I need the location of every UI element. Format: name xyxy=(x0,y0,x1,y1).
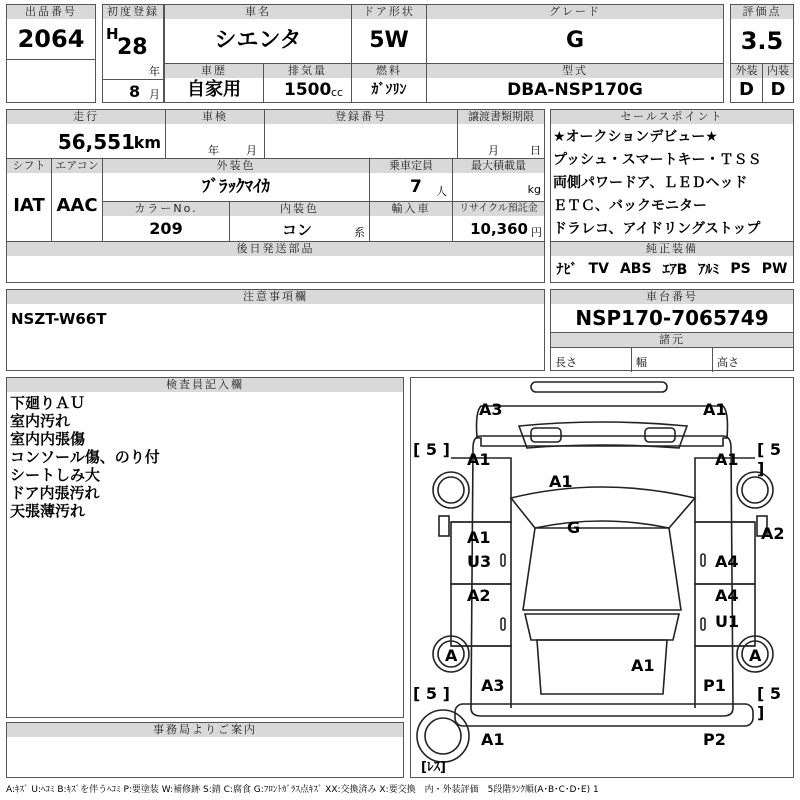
transfer-month-unit: 月 xyxy=(488,144,499,157)
sales-point-line: プッシュ・スマートキー・ＴＳＳ xyxy=(553,152,762,168)
damage-left-front-door-a: A1 xyxy=(467,528,491,547)
color-label: 外装色 xyxy=(103,159,369,173)
history: 自家用 xyxy=(187,79,241,100)
fuel: ｶﾞｿﾘﾝ xyxy=(371,82,407,98)
damage-right-rear-wheel: A xyxy=(749,646,762,665)
inspector-line: 室内汚れ xyxy=(10,412,71,430)
specs-label: 諸元 xyxy=(551,332,793,347)
mileage-label: 走行 xyxy=(7,110,165,124)
sales-point-line: ドラレコ、アイドリングストップ xyxy=(553,221,761,237)
registration-number-box xyxy=(264,109,458,159)
ac-box xyxy=(51,158,103,242)
interior-box xyxy=(762,63,794,103)
displacement-box xyxy=(263,63,352,103)
damage-right-rear-door-u: U1 xyxy=(715,612,740,631)
inspector-line: シートしみ大 xyxy=(10,466,101,484)
displacement-unit: cc xyxy=(331,86,344,99)
interior-color: コン xyxy=(282,221,313,239)
equipment-label: 純正装備 xyxy=(551,242,793,256)
grade: G xyxy=(565,28,585,53)
spec-width xyxy=(631,348,712,372)
damage-front-bumper-right: A1 xyxy=(703,400,727,419)
car-name-label: 車名 xyxy=(165,5,351,19)
spec-length xyxy=(551,348,631,372)
month-unit: 月 xyxy=(149,88,160,101)
chassis-label: 車台番号 xyxy=(551,290,793,304)
damage-rear-bumper-left: A1 xyxy=(481,730,505,749)
chassis-number: NSP170-7065749 xyxy=(575,306,769,330)
tire-front-right-depth: [ 5 ] xyxy=(757,440,782,478)
inspector-line: コンソール傷、のり付 xyxy=(10,448,160,466)
auction-number-blank xyxy=(7,59,95,101)
mileage: 56,551 xyxy=(57,130,135,154)
damage-right-rear-door-a: A4 xyxy=(715,586,739,605)
grade-label: グレード xyxy=(427,5,723,19)
damage-rear-gate: A1 xyxy=(631,656,655,675)
transfer-deadline-label: 譲渡書類期限 xyxy=(458,110,544,124)
door-label: ドア形状 xyxy=(352,5,426,19)
equipment-alloy: ｱﾙﾐ xyxy=(698,262,720,278)
damage-right-fender-a2: A2 xyxy=(761,524,785,543)
recycle-label: リサイクル預託金 xyxy=(453,202,544,216)
capacity: 7 xyxy=(410,177,422,197)
damage-left-front-door-u: U3 xyxy=(467,552,492,571)
grade-box xyxy=(426,4,724,64)
equipment-abs: ABS xyxy=(619,261,652,277)
shift-label: シフト xyxy=(7,159,51,173)
load-box xyxy=(452,158,545,202)
damage-legend: A:ｷｽﾞ U:ﾍｺﾐ B:ｷｽﾞを伴うﾍｺﾐ P:要塗装 W:補修跡 S:錆 C:腐食 G:ﾌﾛﾝﾄｶﾞﾗｽ点ｷｽﾞ XX:交換済み X:要交換 内・外装評価 5段階ﾗﾝｸ順(A･B･C･D･E) 1 xyxy=(6,785,599,795)
equipment-pw: PW xyxy=(761,261,788,277)
mileage-box xyxy=(6,109,166,159)
tire-front-left-depth: [ 5 ] xyxy=(413,440,450,459)
tire-rear-right-depth: [ 5 ] xyxy=(757,684,782,722)
notes-box xyxy=(6,289,545,371)
equipment-box xyxy=(550,241,794,283)
interior-label: 内装 xyxy=(763,64,793,78)
auction-number-label: 出品番号 xyxy=(7,5,95,19)
equipment-ps: PS xyxy=(730,261,751,277)
spec-height xyxy=(712,348,793,372)
damage-front-left-fender: A1 xyxy=(467,450,491,469)
model-box xyxy=(426,63,724,103)
import-label: 輸入車 xyxy=(370,202,452,216)
damage-rear-bumper-right: P2 xyxy=(703,730,726,749)
fuel-label: 燃料 xyxy=(352,64,426,78)
spec-length-label: 長さ xyxy=(555,356,577,369)
inspector-line: 下廻りＡＵ xyxy=(10,394,86,412)
interior-grade: D xyxy=(770,79,786,100)
recycle-box xyxy=(452,201,545,242)
ac: AAC xyxy=(56,195,98,216)
displacement: 1500 xyxy=(284,80,332,100)
exterior-grade: D xyxy=(739,79,754,100)
inspector-box xyxy=(6,377,404,718)
color-box xyxy=(102,158,370,202)
registration-number-label: 登録番号 xyxy=(265,110,457,124)
inspection-month-unit: 月 xyxy=(246,144,257,157)
color-number: 209 xyxy=(149,219,183,238)
first-registration-label: 初度登録 xyxy=(103,5,163,19)
damage-left-rear-wheel: A xyxy=(445,646,458,665)
damage-windshield: G xyxy=(567,518,581,537)
year-unit: 年 xyxy=(149,65,160,78)
inspector-line: 天張薄汚れ xyxy=(10,502,86,520)
model: DBA-NSP170G xyxy=(507,80,643,100)
capacity-label: 乗車定員 xyxy=(370,159,452,173)
inspector-line: 室内内張傷 xyxy=(10,430,86,448)
spec-height-label: 高さ xyxy=(717,356,739,369)
notes-text: NSZT-W66T xyxy=(11,310,107,328)
inspection-label: 車検 xyxy=(166,110,264,124)
transfer-day-unit: 日 xyxy=(530,144,541,157)
interior-color-label: 内装色 xyxy=(230,202,369,216)
load-label: 最大積載量 xyxy=(453,159,544,173)
ac-label: エアコン xyxy=(52,159,102,173)
auction-number: 2064 xyxy=(17,25,85,53)
car-name-box xyxy=(164,4,352,64)
sales-point-line: 両側パワードア、ＬＥＤヘッド xyxy=(553,175,748,191)
history-label: 車歴 xyxy=(165,64,263,78)
model-label: 型式 xyxy=(427,64,723,78)
notes-label: 注意事項欄 xyxy=(7,290,544,304)
interior-color-unit: 系 xyxy=(354,226,365,239)
score-box xyxy=(730,4,794,64)
fuel-box xyxy=(351,63,427,103)
load-unit: kg xyxy=(527,183,541,196)
sales-points-box xyxy=(550,109,794,242)
transfer-deadline-box xyxy=(457,109,545,159)
color: ﾌﾞﾗｯｸﾏｲｶ xyxy=(202,177,270,197)
equipment-airbag: ｴｱB xyxy=(662,262,688,278)
sales-point-line: ＥＴＣ、バックモニター xyxy=(553,198,707,214)
equipment-tv: TV xyxy=(588,261,609,277)
color-number-label: カラーNo. xyxy=(103,202,229,216)
damage-hood: A1 xyxy=(549,472,573,491)
equipment-navi: ﾅﾋﾞ xyxy=(556,262,578,278)
chassis-box xyxy=(550,289,794,371)
sales-points-label: セールスポイント xyxy=(551,110,793,124)
inspection-year-unit: 年 xyxy=(208,144,219,157)
inspector-line: ドア内張汚れ xyxy=(10,484,100,502)
shift: IAT xyxy=(13,195,45,216)
inspector-label: 検査員記入欄 xyxy=(7,378,403,392)
door: 5W xyxy=(369,28,409,53)
damage-front-bumper-left: A3 xyxy=(479,400,503,419)
recycle-amount: 10,360 xyxy=(470,220,528,238)
later-parts-label: 後日発送部品 xyxy=(7,242,544,256)
spare-tire-status: [ﾚｽ] xyxy=(421,760,446,775)
mileage-unit: km xyxy=(133,133,161,152)
era: H xyxy=(106,25,119,43)
car-diagram xyxy=(410,377,794,778)
tire-rear-left-depth: [ 5 ] xyxy=(413,684,450,703)
spec-width-label: 幅 xyxy=(636,356,647,369)
door-box xyxy=(351,4,427,64)
capacity-unit: 人 xyxy=(436,185,447,198)
auction-number-box xyxy=(6,4,96,103)
interior-color-box xyxy=(229,201,370,242)
exterior-label: 外装 xyxy=(731,64,762,78)
damage-right-front-door: A4 xyxy=(715,552,739,571)
registration-year: 28 xyxy=(117,35,148,60)
damage-front-right-fender: A1 xyxy=(715,450,739,469)
office-label: 事務局よりご案内 xyxy=(7,723,403,737)
later-parts-box xyxy=(6,241,545,283)
score-label: 評価点 xyxy=(731,5,793,19)
exterior-box xyxy=(730,63,763,103)
color-number-box xyxy=(102,201,230,242)
damage-rear-left-quarter: A3 xyxy=(481,676,505,695)
damage-left-rear-door: A2 xyxy=(467,586,491,605)
capacity-box xyxy=(369,158,453,202)
damage-rear-right-quarter: P1 xyxy=(703,676,726,695)
office-box xyxy=(6,722,404,778)
registration-month: 8 xyxy=(129,82,141,101)
score: 3.5 xyxy=(740,27,784,55)
sales-point-line: ★オークションデビュー★ xyxy=(553,129,718,145)
first-registration-box xyxy=(102,4,164,103)
recycle-unit: 円 xyxy=(531,226,542,239)
car-outline xyxy=(411,378,795,779)
import-box xyxy=(369,201,453,242)
shift-box xyxy=(6,158,52,242)
car-name: シエンタ xyxy=(214,28,302,53)
history-box xyxy=(164,63,264,103)
inspection-box xyxy=(165,109,265,159)
displacement-label: 排気量 xyxy=(264,64,351,78)
